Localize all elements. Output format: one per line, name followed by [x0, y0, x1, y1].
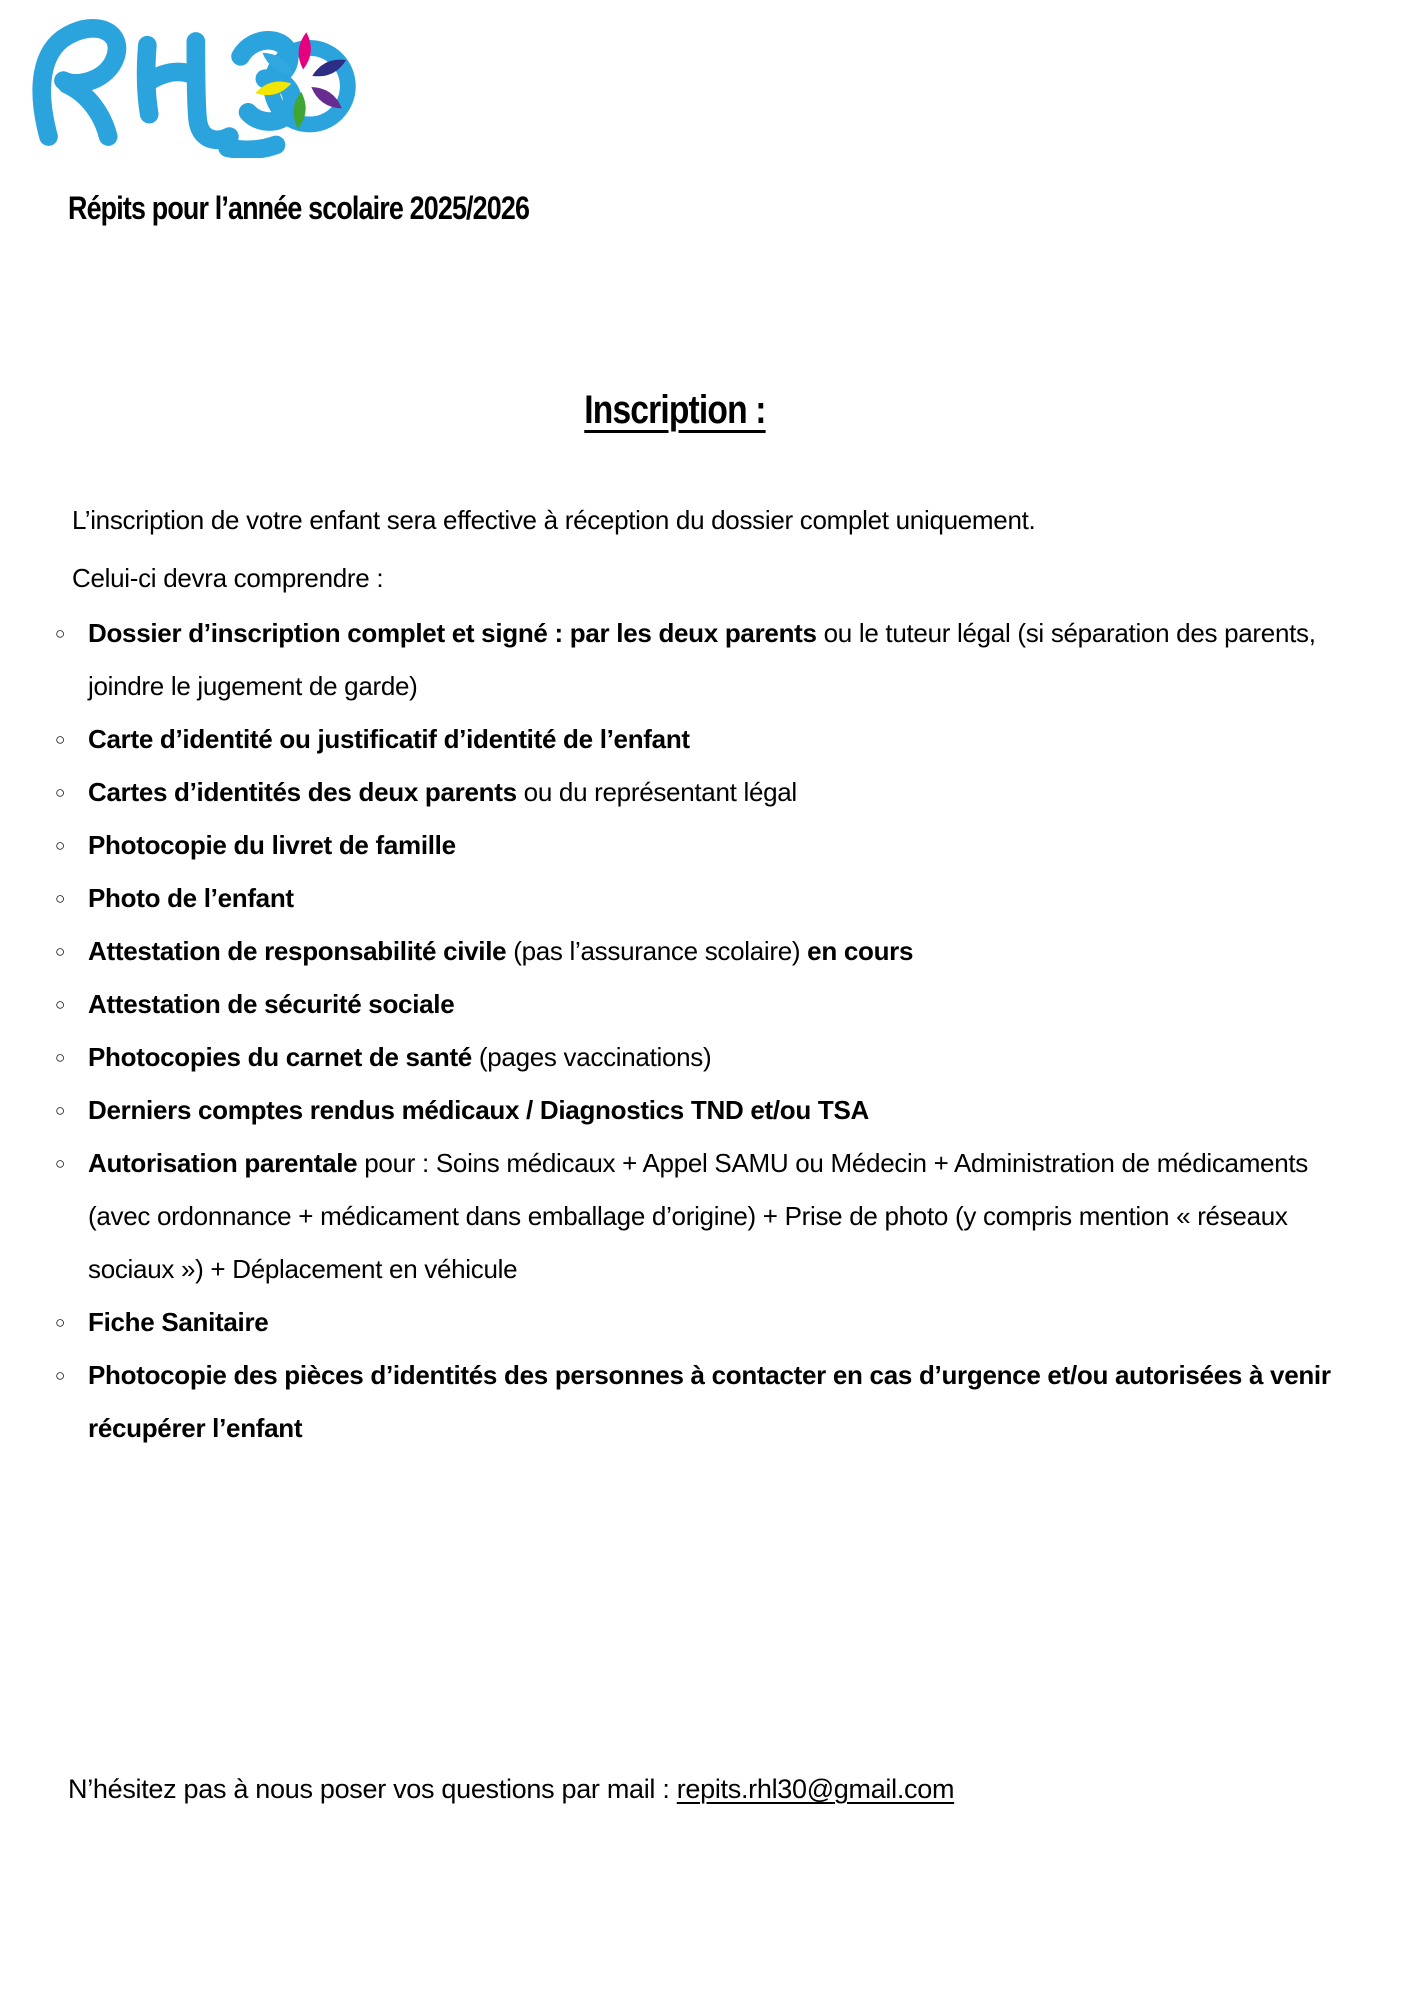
requirements-list [53, 607, 1353, 1455]
bullet-icon: ○ [55, 889, 65, 908]
bullet-icon: ○ [55, 624, 65, 643]
email-link[interactable]: repits.rhl30@gmail.com [676, 1774, 955, 1804]
bullet-icon: ○ [55, 1048, 65, 1067]
item-text-bold: Photo de l’enfant [88, 883, 294, 913]
list-item [53, 872, 1353, 925]
bullet-icon: ○ [55, 995, 65, 1014]
rhl30-logo [28, 6, 373, 158]
item-text-bold: Attestation de sécurité sociale [88, 989, 455, 1019]
bullet-icon: ○ [55, 1154, 65, 1173]
bullet-icon: ○ [55, 783, 65, 802]
list-item [53, 925, 1353, 978]
bullet-icon: ○ [55, 730, 65, 749]
intro-paragraph: L’inscription de votre enfant sera effective à réception du dossier complet uniquement. [72, 505, 1036, 535]
item-text-bold: Photocopie des pièces d’identités des personnes à contacter en cas d’urgence et/ou autorisées à venir récupérer l’enfant [88, 1360, 1331, 1443]
list-item [53, 1084, 1353, 1137]
bullet-icon: ○ [55, 1366, 65, 1385]
list-item [53, 766, 1353, 819]
item-text-bold: Photocopies du carnet de santé [88, 1042, 472, 1072]
section-heading-wrap [0, 388, 1350, 433]
petal-magenta [297, 32, 312, 70]
item-text-bold: Carte d’identité ou justificatif d’identité de l’enfant [88, 724, 690, 754]
item-text-bold: Fiche Sanitaire [88, 1307, 269, 1337]
bullet-icon: ○ [55, 836, 65, 855]
item-text-bold: Derniers comptes rendus médicaux / Diagnostics TND et/ou TSA [88, 1095, 869, 1125]
list-item [53, 1349, 1353, 1455]
list-item [53, 1031, 1353, 1084]
item-text: ou du représentant légal [516, 777, 797, 807]
bullet-icon: ○ [55, 1101, 65, 1120]
list-item [53, 819, 1353, 872]
list-item [53, 607, 1353, 713]
item-text: ou le tuteur légal (si séparation des parents, joindre le jugement de garde) [88, 618, 1316, 701]
list-item [53, 1137, 1353, 1296]
bullet-icon: ○ [55, 1313, 65, 1332]
item-text: pour : Soins médicaux + Appel SAMU ou Médecin + Administration de médicaments (avec ordonnance + médicament dans emballage d’origine) + Prise de photo (y compris mention « réseaux sociaux ») + Déplacement en véhicule [88, 1148, 1309, 1284]
item-text-bold: Cartes d’identités des deux parents [88, 777, 517, 807]
item-text-bold: Dossier d’inscription complet et signé : par les deux parents [88, 618, 817, 648]
list-item [53, 1296, 1353, 1349]
bullet-icon: ○ [55, 942, 65, 961]
page-title: Répits pour l’année scolaire 2025/2026 [68, 190, 530, 226]
item-text: (pas l’assurance scolaire) [506, 936, 808, 966]
item-text-bold: Photocopie du livret de famille [88, 830, 456, 860]
intro-subtitle: Celui-ci devra comprendre : [72, 563, 384, 593]
section-heading: Inscription : [584, 388, 766, 432]
item-text: (pages vaccinations) [471, 1042, 712, 1072]
contact-text: N’hésitez pas à nous poser vos questions par mail : [68, 1774, 677, 1804]
contact-line [68, 1774, 954, 1805]
list-item [53, 713, 1353, 766]
item-text-bold: en cours [807, 936, 914, 966]
item-text-bold: Autorisation parentale [88, 1148, 358, 1178]
item-text-bold: Attestation de responsabilité civile [88, 936, 507, 966]
list-item [53, 978, 1353, 1031]
